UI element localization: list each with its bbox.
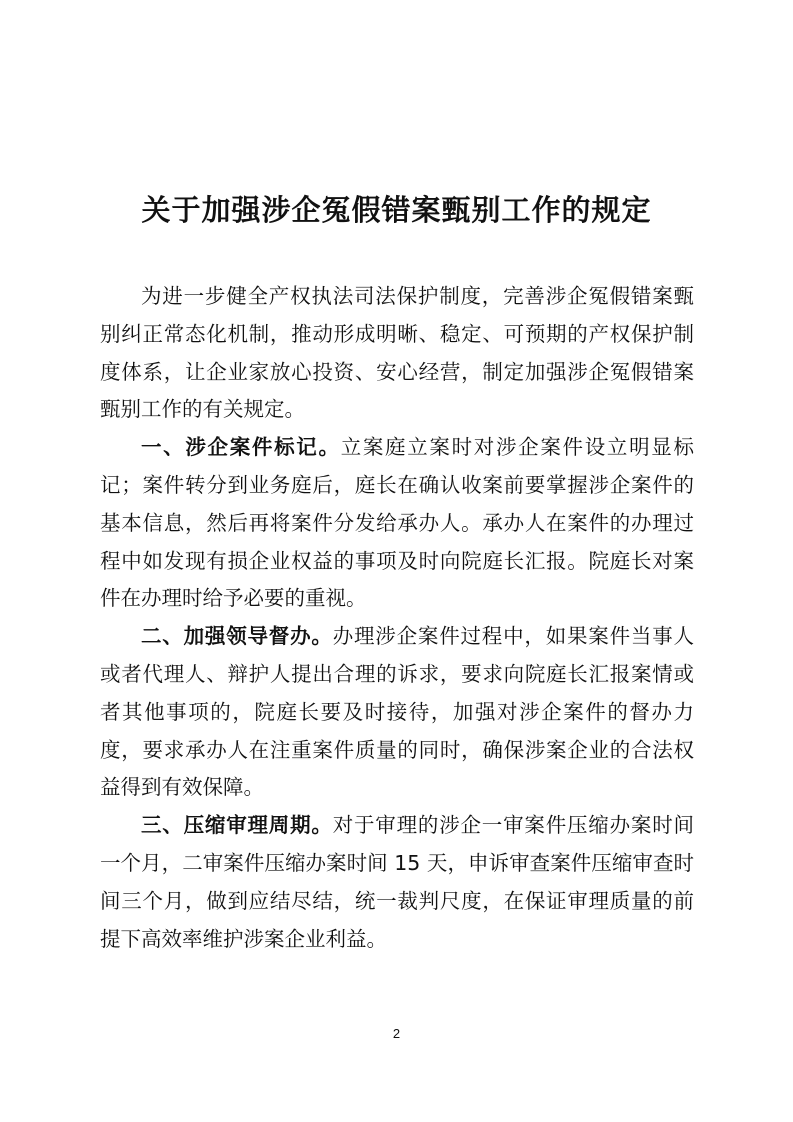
- section-paragraph-1: [100, 429, 694, 618]
- section-text-3: 对于审理的涉企一审案件压缩办案时间一个月，二审案件压缩办案时间 15 天，申诉审查案件压缩审查时间三个月，做到应结尽结，统一裁判尺度，在保证审理质量的前提下高效率维护涉案企业利益。: [100, 813, 695, 951]
- page-number: 2: [392, 1026, 401, 1041]
- section-paragraph-2: [100, 618, 694, 807]
- document-title: 关于加强涉企冤假错案甄别工作的规定: [141, 193, 652, 227]
- section-heading-1: 一、涉企案件标记。: [141, 435, 341, 460]
- document-body: [100, 278, 694, 958]
- section-heading-2: 二、加强领导督办。: [141, 624, 333, 649]
- section-text-2: 办理涉企案件过程中，如果案件当事人或者代理人、辩护人提出合理的诉求，要求向院庭长汇报案情或者其他事项的，院庭长要及时接待，加强对涉企案件的督办力度，要求承办人在注重案件质量的同时，确保涉案企业的合法权益得到有效保障。: [100, 624, 695, 800]
- section-text-1: 立案庭立案时对涉企案件设立明显标记；案件转分到业务庭后，庭长在确认收案前要掌握涉企案件的基本信息，然后再将案件分发给承办人。承办人在案件的办理过程中如发现有损企业权益的事项及时向院庭长汇报。院庭长对案件在办理时给予必要的重视。: [100, 435, 694, 611]
- section-paragraph-3: [100, 807, 694, 958]
- intro-paragraph: 为进一步健全产权执法司法保护制度，完善涉企冤假错案甄别纠正常态化机制，推动形成明晰、稳定、可预期的产权保护制度体系，让企业家放心投资、安心经营，制定加强涉企冤假错案甄别工作的有关规定。: [100, 284, 694, 422]
- section-heading-3: 三、压缩审理周期。: [141, 813, 333, 838]
